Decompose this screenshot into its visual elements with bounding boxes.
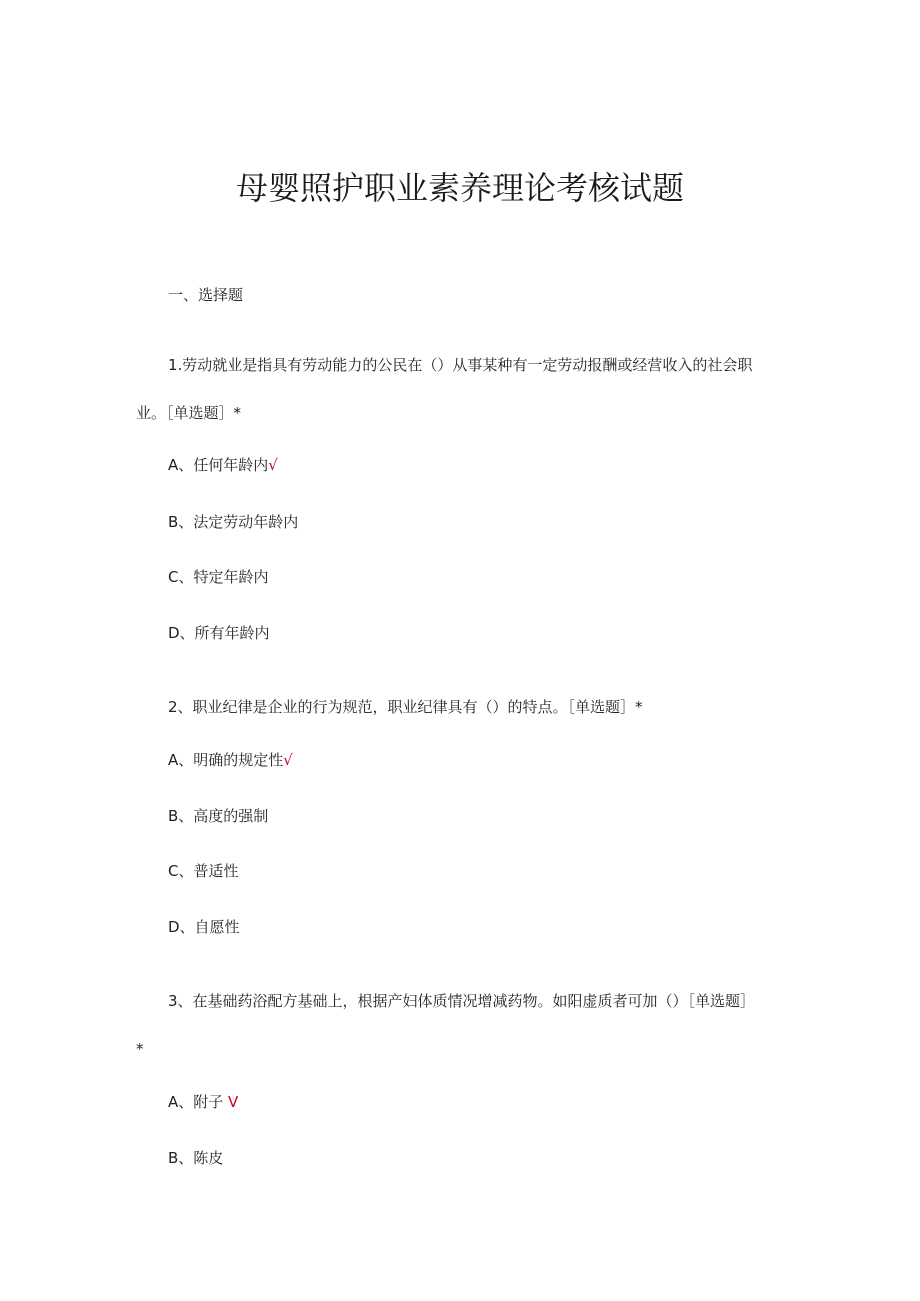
option-text: C、普适性: [168, 862, 239, 880]
option-text: A、明确的规定性: [168, 751, 284, 769]
question-1-option-d: [168, 623, 270, 643]
question-3-option-a: [168, 1092, 238, 1112]
option-text: D、所有年龄内: [168, 624, 270, 642]
question-2-option-c: [168, 861, 238, 881]
question-1-option-a: [168, 455, 278, 475]
question-2-option-d: [168, 917, 240, 937]
option-text: B、法定劳动年龄内: [168, 513, 299, 531]
correct-check-icon: √: [283, 751, 293, 769]
question-1-text: 1.劳动就业是指具有劳动能力的公民在（）从事某种有一定劳动报酬或经营收入的社会职: [168, 356, 753, 374]
correct-check-icon: V: [223, 1093, 239, 1111]
question-3-text: 3、在基础药浴配方基础上，根据产妇体质情况增减药物。如阳虚质者可加（）［单选题］: [168, 992, 756, 1010]
question-2-text: 2、职业纪律是企业的行为规范，职业纪律具有（）的特点。［单选题］*: [168, 698, 643, 716]
option-text: A、附子: [168, 1093, 224, 1111]
correct-check-icon: √: [268, 456, 278, 474]
question-3-text-cont: *: [136, 1040, 144, 1058]
question-1-text-cont: 业。［单选题］*: [136, 404, 242, 422]
question-1-option-b: [168, 512, 298, 532]
option-text: D、自愿性: [168, 918, 240, 936]
question-2-option-a: [168, 750, 293, 770]
option-text: C、特定年龄内: [168, 568, 269, 586]
question-2-option-b: [168, 806, 268, 826]
section-heading: 一、选择题: [168, 286, 244, 304]
option-text: B、陈皮: [168, 1149, 224, 1167]
question-3-option-b: [168, 1148, 223, 1168]
option-text: A、任何年龄内: [168, 456, 269, 474]
document-title: 母婴照护职业素养理论考核试题: [235, 169, 684, 207]
option-text: B、高度的强制: [168, 807, 269, 825]
question-1-option-c: [168, 567, 268, 587]
